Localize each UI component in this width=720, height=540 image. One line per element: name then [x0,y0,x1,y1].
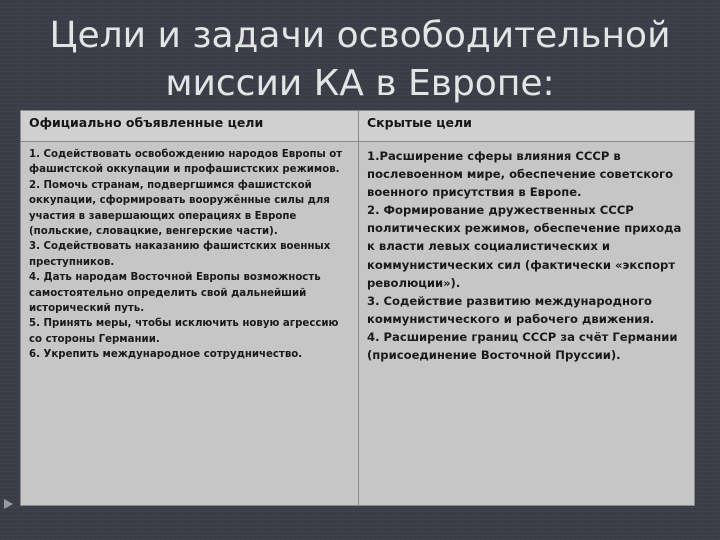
official-goal-2: 2. Помочь странам, подвергшимся фашистской оккупации, сформировать вооружённые силы для участия в завершающих операциях в Европе (польские, словацкие, венгерские части). [29,179,330,238]
hidden-goal-4: 4. Расширение границ СССР за счёт Германии (присоединение Восточной Пруссии). [367,329,678,363]
slide-title-line-1: Цели и задачи освободительной [49,15,671,56]
table-header-row [21,111,695,142]
goals-table [20,110,695,506]
official-goal-1: 1. Содействовать освобождению народов Европы от фашистской оккупации и профашистских режимов. [29,149,343,176]
hidden-goal-1: 1.Расширение сферы влияния СССР в послевоенном мире, обеспечение советского военного присутствия в Европе. [367,149,674,200]
slide-title [30,12,690,108]
official-goal-3: 3. Содействовать наказанию фашистских военных преступников. [29,241,331,268]
hidden-goal-3: 3. Содействие развитию международного коммунистического и рабочего движения. [367,293,655,326]
slide-title-line-2: миссии КА в Европе: [165,63,555,104]
header-hidden-goals: Скрытые цели [359,111,695,142]
table-row [21,142,695,506]
official-goal-6: 6. Укрепить международное сотрудничество. [29,349,303,361]
header-official-goals: Официально объявленные цели [21,111,359,142]
hidden-goals-cell [359,142,695,506]
hidden-goal-2: 2. Формирование дружественных СССР политических режимов, обеспечение прихода к власти левых социалистических и коммунистических сил (фактически «экспорт революции»). [367,203,682,290]
triangle-bullet-icon [4,499,13,509]
official-goal-5: 5. Принять меры, чтобы исключить новую агрессию со стороны Германии. [29,318,339,345]
official-goal-4: 4. Дать народам Восточной Европы возможность самостоятельно определить свой дальнейший исторический путь. [29,272,321,315]
official-goals-cell [21,142,359,506]
